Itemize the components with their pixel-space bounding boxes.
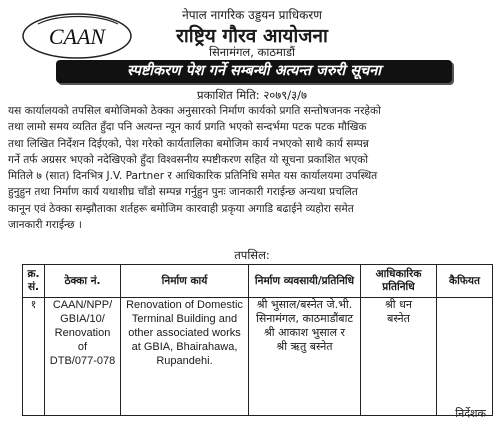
notice-body-line: मितिले ७ (सात) दिनभित्र J.V. Partner र आधिकारिक प्रतिनिधि समेत यस कार्यालयमा उपस्थित (8, 170, 378, 183)
notice-body-line: तथा लिखित निर्देशन दिईएको, पेश गरेको कार्यतालिका बमोजिम कार्य नभएको साथै कार्य सम्पन्न (8, 137, 369, 150)
schedule-title: तपसिल: (234, 248, 270, 262)
notice-body-line: हुनुहुन तथा निर्माण कार्य यथाशीघ्र चाँडो सम्पन्न गर्नुहुन पुनः जानकारी गराईन्छ अन्यथा प्रचलित (8, 186, 358, 199)
cell-contractor: श्री भुसाल/बस्नेत जे.भी. सिनामंगल, काठमाडौंबाट श्री आकाश भुसाल र श्री ऋतु बस्नेत (249, 298, 361, 416)
notice-title-banner: स्पष्टीकरण पेश गर्ने सम्बन्धी अत्यन्त जरुरी सूचना (56, 60, 452, 83)
cell-contract-no: CAAN/NPP/ GBIA/10/ Renovation of DTB/077-078 (45, 298, 121, 416)
cell-sn: १ (23, 298, 45, 416)
notice-body-line: गर्ने तर्फ अग्रसर भएको नदेखिएको हुँदा विश्वसनीय स्पष्टीकरण सहित यो सूचना प्रकाशित भएको (8, 153, 369, 166)
table-header-row (23, 265, 493, 298)
organization-name: नेपाल नागरिक उड्डयन प्राधिकरण (182, 8, 322, 22)
column-header-sn: क्र. सं. (23, 265, 45, 298)
notice-body-line: यस कार्यालयको तपसिल बमोजिमको ठेक्का अनुसारको निर्माण कार्यको प्रगति सन्तोषजनक नरहेको (8, 105, 381, 117)
column-header-remarks: कैफियत (437, 265, 493, 298)
notice-body-line: तथा लामो समय व्यतित हुँदा पनि अत्यन्त न्यून कार्य प्रगति भएको सन्दर्भमा पटक पटक मौखिक (8, 121, 367, 134)
table-row (23, 298, 493, 416)
signoff: निर्देशक (455, 407, 486, 420)
published-date: प्रकाशित मिति: २०७९/३/७ (197, 88, 307, 102)
project-name: राष्ट्रिय गौरव आयोजना (176, 25, 328, 47)
notice-body-line: कानून एवं ठेक्का सम्झौताका शर्तहरू बमोजिम कारवाही प्रकृया अगाडि बढाईने व्यहोरा समेत (8, 202, 354, 215)
column-header-official: आधिकारिक प्रतिनिधि (361, 265, 437, 298)
cell-official: श्री धन बस्नेत (361, 298, 437, 416)
cell-remarks (437, 298, 493, 416)
notice-body (8, 103, 498, 233)
office-location: सिनामंगल, काठमाडौं (208, 45, 296, 59)
schedule-table (22, 264, 493, 416)
cell-work: Renovation of Domestic Terminal Building and other associated works at GBIA, Bhairahawa, Rupandehi. (121, 298, 249, 416)
svg-text:CAAN: CAAN (48, 24, 106, 49)
column-header-work: निर्माण कार्य (121, 265, 249, 298)
column-header-contractor: निर्माण व्यवसायी/प्रतिनिधि (249, 265, 361, 298)
notice-body-line: जानकारी गराईन्छ । (8, 219, 82, 232)
column-header-contract-no: ठेक्का नं. (45, 265, 121, 298)
